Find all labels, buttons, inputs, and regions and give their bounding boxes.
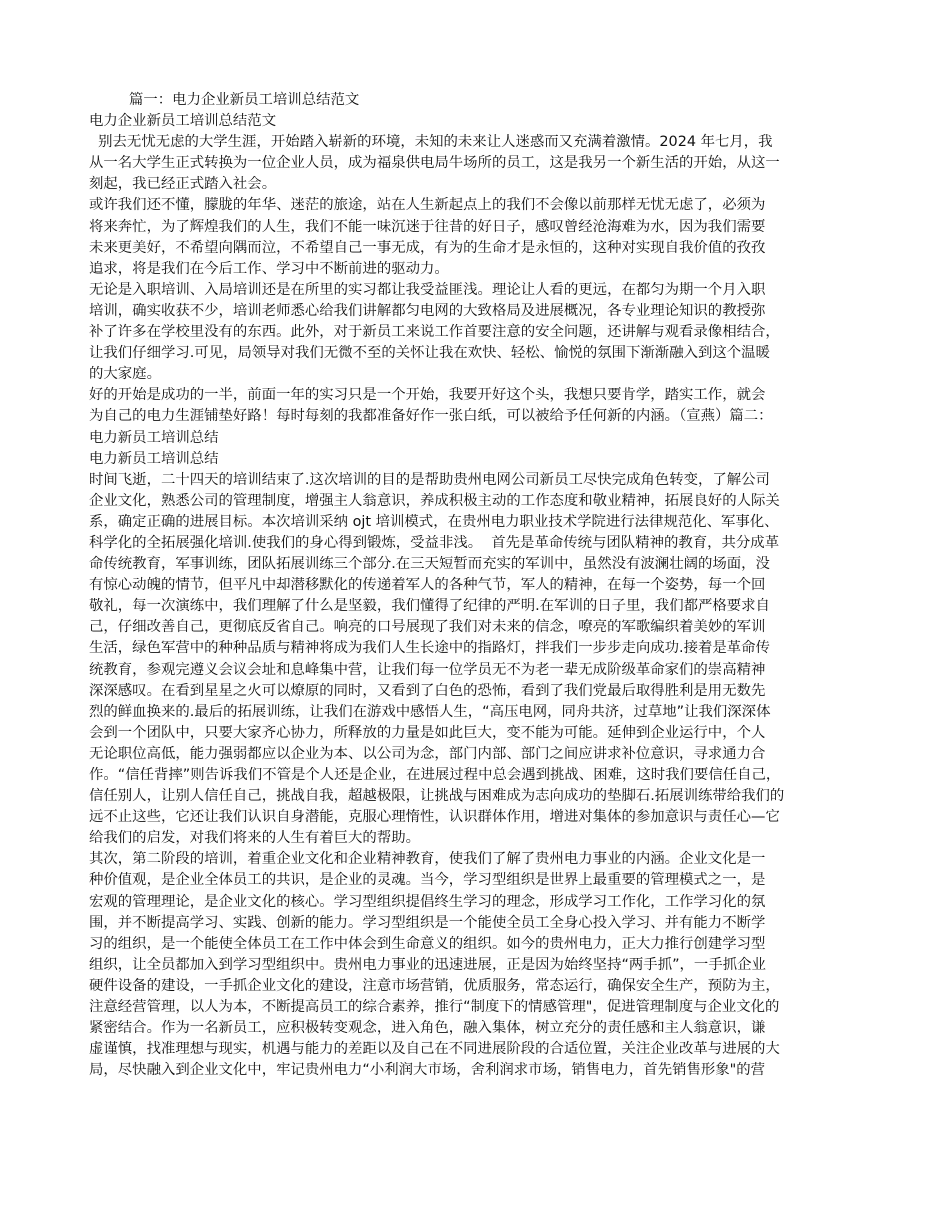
text-line: 硬件设备的建设，一手抓企业文化的建设，注意市场营销，优质服务，常态运行，确保安全生产，预防为主， [89,977,780,994]
text-line: 的大家庭。 [89,366,161,383]
text-line: 远不止这些，它还让我们认识自身潜能，克服心理惰性，认识群体作用，增进对集体的参加意识与责任心—它 [89,809,780,826]
text-line: 注意经营管理，以人为本，不断提高员工的综合素养，推行“制度下的情感管理"，促进管理制度与企业文化的 [89,999,780,1016]
text-line: 或许我们还不懂，朦胧的年华、迷茫的旅途，站在人生新起点上的我们不会像以前那样无忧无虑了，必须为 [89,197,766,214]
text-line: 烈的鲜血换来的.最后的拓展训练，让我们在游戏中感悟人生，“高压电网，同舟共济，过草地”让我们深深体 [89,703,771,720]
text-line: 紧密结合。作为一名新员工，应积极转变观念，进入角色，融入集体，树立充分的责任感和主人翁意识，谦 [89,1020,766,1037]
text-line: 追求，将是我们在今后工作、学习中不断前进的驱动力。 [89,260,449,277]
document-body [89,111,869,1081]
text-line: 科学化的全拓展强化培训.使我们的身心得到锻炼，受益非浅。 首先是革命传统与团队精神的教育，共分成革 [89,534,780,551]
text-line: 己，仔细改善自己，更彻底反省自己。响亮的口号展现了我们对未来的信念，嘹亮的军歌编织着美妙的军训 [89,619,766,636]
text-line: 从一名大学生正式转换为一位企业人员，成为福泉供电局牛场所的员工，这是我另一个新生活的开始，从这一 [89,155,780,172]
text-line: 无论是入职培训、入局培训还是在所里的实习都让我受益匪浅。理论让人看的更远，在都匀为期一个月入职 [89,281,766,298]
text-line: 未来更美好，不希望向隅而泣，不希望自己一事无成，有为的生命才是永恒的，这种对实现自我价值的孜孜 [89,239,766,256]
document-title: 篇一：电力企业新员工培训总结范文 [129,92,360,108]
text-line: 种价值观，是企业全体员工的共识，是企业的灵魂。当今，学习型组织是世界上最重要的管理模式之一，是 [89,872,766,889]
text-line: 无论职位高低，能力强弱都应以企业为本、以公司为念，部门内部、部门之间应讲求补位意识，寻求通力合 [89,745,766,762]
text-line: 习的组织，是一个能使全体员工在工作中体会到生命意义的组织。如今的贵州电力，正大力推行创建学习型 [89,935,766,952]
text-line: 别去无忧无虑的大学生涯，开始踏入崭新的环境，未知的未来让人迷惑而又充满着激情。2024 年七月，我 [89,134,773,151]
text-line: 敬礼，每一次演练中，我们理解了什么是坚毅，我们懂得了纪律的严明.在军训的日子里，我们都严格要求自 [89,598,770,615]
text-line: 系，确定正确的进展目标。本次培训采纳 ojt 培训模式，在贵州电力职业技术学院进行法律规范化、军事化、 [89,513,779,530]
text-line: 培训，确实收获不少，培训老师悉心给我们讲解都匀电网的大致格局及进展概况，各专业理论知识的教授弥 [89,302,766,319]
text-line: 为自己的电力生涯铺垫好路！每时每刻的我都准备好作一张白纸，可以被给予任何新的内涵。（宣燕）篇二： [89,408,773,425]
text-line: 好的开始是成功的一半，前面一年的实习只是一个开始，我要开好这个头，我想只要肯学，踏实工作，就会 [89,387,766,404]
text-line: 统教育，参观完遵义会议会址和息峰集中营，让我们每一位学员无不为老一辈无成阶级革命家们的崇高精神 [89,661,766,678]
text-line: 生活，绿色军营中的种种品质与精神将成为我们人生长途中的指路灯，拌我们一步步走向成功.接着是革命传 [89,640,770,657]
document-page [89,90,869,1081]
text-line: 其次，第二阶段的培训，着重企业文化和企业精神教育，使我们了解了贵州电力事业的内涵。企业文化是一 [89,851,766,868]
text-line: 给我们的启发，对我们将来的人生有着巨大的帮助。 [89,830,420,847]
text-line: 局，尽快融入到企业文化中，牢记贵州电力“小利润大市场，舍利润求市场，销售电力，首先销售形象"的营 [89,1062,766,1079]
text-line: 电力企业新员工培训总结范文 [89,113,277,130]
text-line: 电力新员工培训总结 [89,450,219,467]
text-line: 宏观的管理理论，是企业文化的核心。学习型组织提倡终生学习的理念，形成学习工作化，工作学习化的氛 [89,893,766,910]
text-line: 围，并不断提高学习、实践、创新的能力。学习型组织是一个能使全员工全身心投入学习、并有能力不断学 [89,914,766,931]
text-line: 信任别人，让别人信任自己，挑战自我，超越极限，让挑战与困难成为志向成功的垫脚石.拓展训练带给我们的 [89,788,785,805]
text-line: 作。“信任背摔”则告诉我们不管是个人还是企业，在进展过程中总会遇到挑战、困难，这时我们要信任自己， [89,767,781,783]
text-line: 组织，让全员都加入到学习型组织中。贵州电力事业的迅速进展，正是因为始终坚持“两手抓”，一手抓企业 [89,956,766,973]
text-line: 命传统教育，军事训练，团队拓展训练三个部分.在三天短暂而充实的军训中，虽然没有波澜壮阔的场面，没 [89,556,770,573]
text-line: 有惊心动魄的情节，但平凡中却潜移默化的传递着军人的各种气节，军人的精神，在每一个姿势，每一个回 [89,577,766,594]
text-line: 将来奔忙，为了辉煌我们的人生，我们不能一味沉迷于往昔的好日子，感叹曾经沧海难为水，因为我们需要 [89,218,766,235]
text-line: 补了许多在学校里没有的东西。此外，对于新员工来说工作首要注意的安全问题，还讲解与观看录像相结合， [89,324,780,341]
text-line: 企业文化，熟悉公司的管理制度，增强主人翁意识，养成积极主动的工作态度和敬业精神，拓展良好的人际关 [89,492,780,509]
text-line: 刻起，我已经正式踏入社会。 [89,176,277,193]
text-line: 会到一个团队中，只要大家齐心协力，所释放的力量是如此巨大，变不能为可能。延伸到企业运行中，个人 [89,724,766,741]
text-line: 电力新员工培训总结 [89,429,219,446]
text-line: 虚谨慎，找准理想与现实，机遇与能力的差距以及自己在不同进展阶段的合适位置，关注企业改革与进展的大 [89,1041,780,1058]
text-line: 深深感叹。在看到星星之火可以燎原的同时，又看到了白色的恐怖，看到了我们党最后取得胜利是用无数先 [89,682,766,699]
text-line: 时间飞逝，二十四天的培训结束了.这次培训的目的是帮助贵州电网公司新员工尽快完成角色转变，了解公司 [89,471,770,488]
text-line: 让我们仔细学习.可见，局领导对我们无微不至的关怀让我在欢快、轻松、愉悦的氛围下渐渐融入到这个温暖 [89,345,770,362]
